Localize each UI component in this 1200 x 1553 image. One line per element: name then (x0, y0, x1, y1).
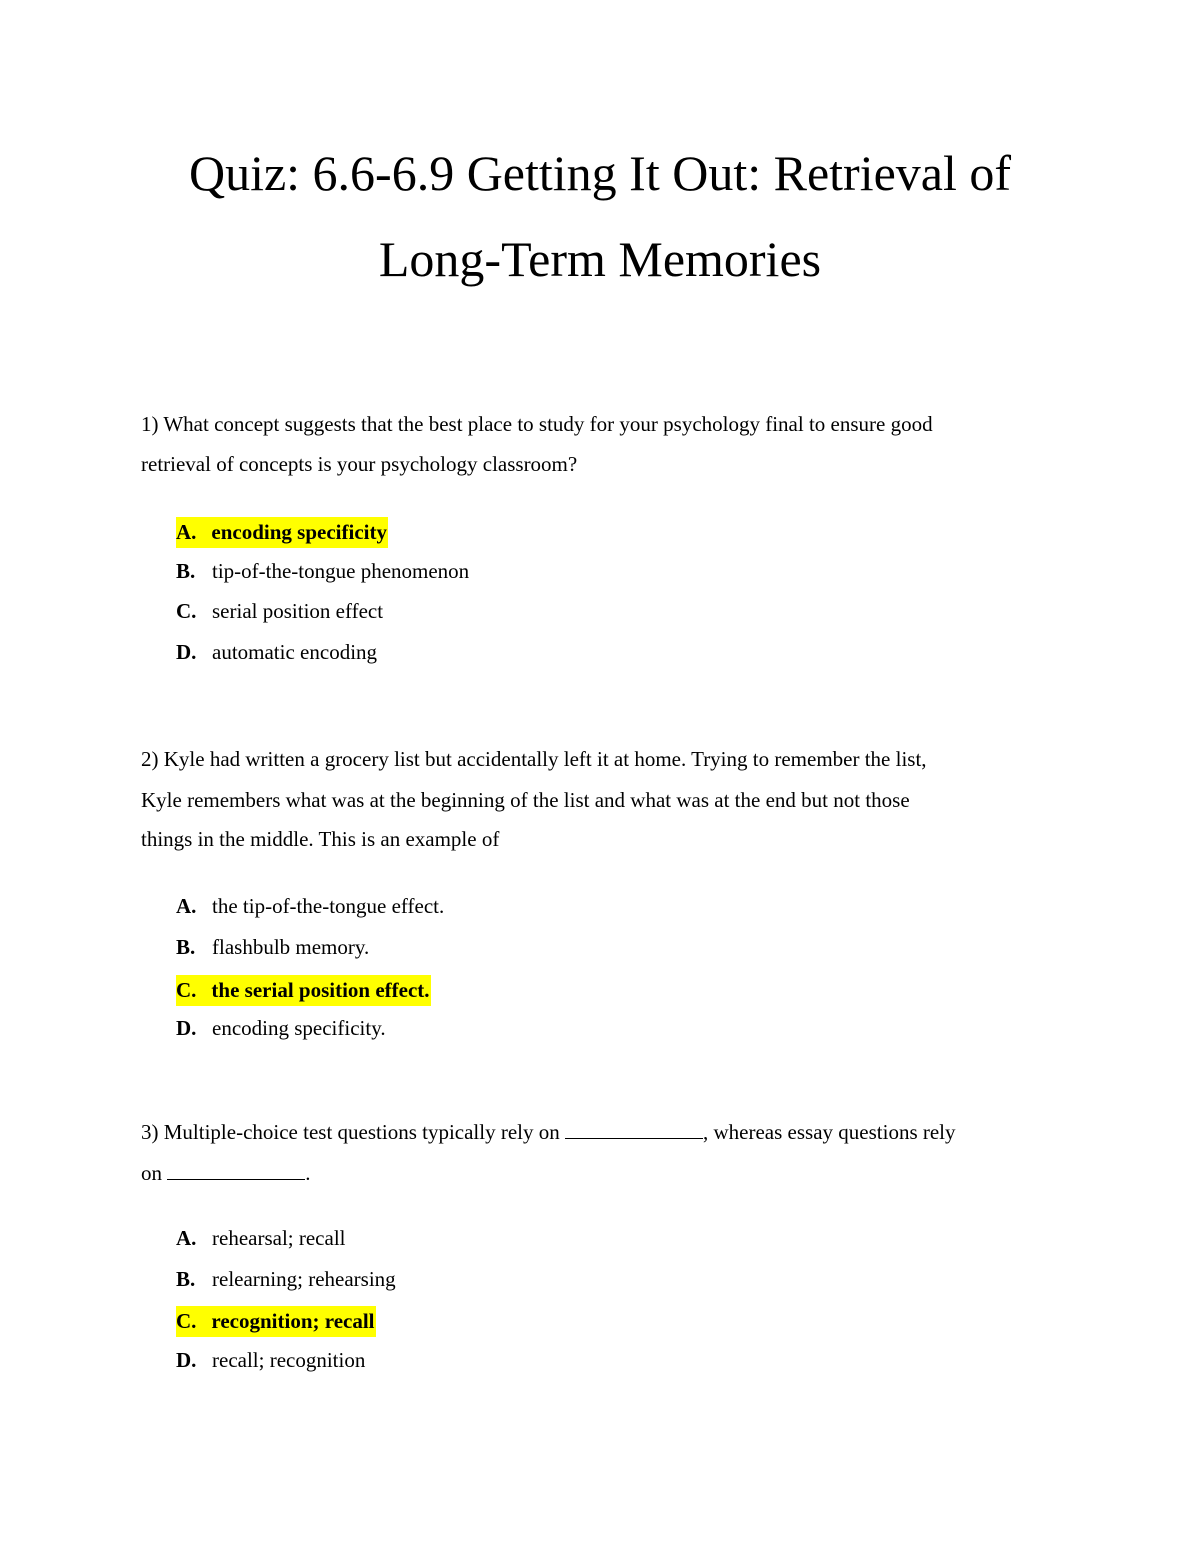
question-2-text-line-3: things in the middle. This is an example of (141, 827, 500, 851)
question-2-option-c[interactable] (176, 975, 431, 1006)
option-text: recognition; recall (211, 1309, 375, 1333)
option-text: flashbulb memory. (212, 935, 370, 959)
option-text: encoding specificity. (212, 1016, 386, 1040)
answer-blank (565, 1120, 703, 1139)
option-letter: C. (176, 978, 197, 1002)
document-title-line-1: Quiz: 6.6-6.9 Getting It Out: Retrieval of (188, 145, 1012, 201)
option-text: the tip-of-the-tongue effect. (212, 894, 445, 918)
question-1-option-b[interactable] (176, 558, 469, 584)
option-text: the serial position effect. (211, 978, 430, 1002)
option-letter: A. (176, 520, 197, 544)
question-2-text-line-2: Kyle remembers what was at the beginning of the list and what was at the end but not those (141, 788, 910, 812)
question-3-text-line-2 (141, 1160, 311, 1186)
answer-blank (167, 1161, 305, 1180)
option-letter: D. (176, 1016, 197, 1040)
question-3-text-line-1 (141, 1119, 956, 1145)
option-letter: B. (176, 559, 196, 583)
question-1-option-d[interactable] (176, 639, 377, 665)
question-3-option-b[interactable] (176, 1266, 396, 1292)
question-1-text-line-2: retrieval of concepts is your psychology classroom? (141, 452, 578, 476)
option-text: tip-of-the-tongue phenomenon (212, 559, 470, 583)
option-letter: A. (176, 894, 197, 918)
question-3-option-c[interactable] (176, 1306, 376, 1337)
question-1-text-line-1: 1) What concept suggests that the best place to study for your psychology final to ensure good (141, 412, 933, 436)
option-letter: B. (176, 935, 196, 959)
question-3-option-a[interactable] (176, 1225, 346, 1251)
option-letter: B. (176, 1267, 196, 1291)
option-text: rehearsal; recall (212, 1226, 346, 1250)
option-letter: A. (176, 1226, 197, 1250)
option-text: automatic encoding (212, 640, 378, 664)
option-letter: D. (176, 640, 197, 664)
option-text: serial position effect (212, 599, 384, 623)
question-1-option-a[interactable] (176, 517, 388, 548)
question-2-option-d[interactable] (176, 1015, 386, 1041)
option-letter: C. (176, 599, 197, 623)
option-letter: C. (176, 1309, 197, 1333)
question-3-text-after-blank-2: . (305, 1161, 311, 1185)
option-letter: D. (176, 1348, 197, 1372)
question-2-option-a[interactable] (176, 893, 444, 919)
question-3-text-before-blank-2: on (141, 1161, 168, 1185)
question-1-option-c[interactable] (176, 598, 383, 624)
question-3-option-d[interactable] (176, 1347, 365, 1373)
option-text: encoding specificity (211, 520, 387, 544)
document-title-line-2: Long-Term Memories (378, 231, 822, 287)
question-2-option-b[interactable] (176, 934, 369, 960)
question-3-text-before-blank: 3) Multiple-choice test questions typically rely on (141, 1120, 565, 1144)
option-text: recall; recognition (212, 1348, 366, 1372)
option-text: relearning; rehearsing (212, 1267, 396, 1291)
question-3-text-after-blank: , whereas essay questions rely (703, 1120, 956, 1144)
question-2-text-line-1: 2) Kyle had written a grocery list but accidentally left it at home. Trying to remember the list, (141, 747, 927, 771)
